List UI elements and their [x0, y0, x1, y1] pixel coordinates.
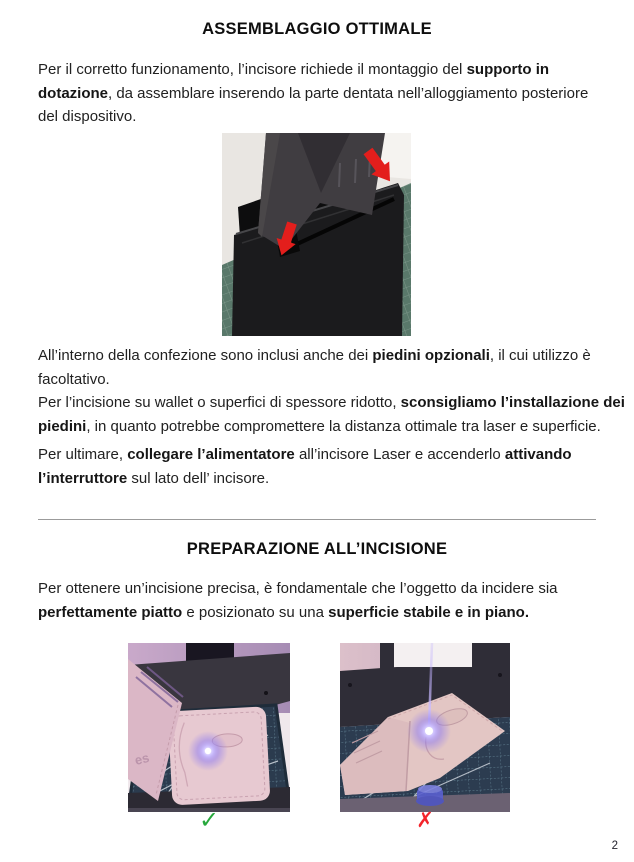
text-line: piedini, in quanto potrebbe compromettere la distanza ottimale tra laser e superficie. — [38, 417, 601, 435]
wrong-placement-photo — [340, 643, 510, 812]
cross-icon: ✗ — [416, 808, 434, 832]
embossed-label: es — [133, 749, 151, 768]
correct-mark-container — [128, 806, 290, 836]
text-line: del dispositivo. — [38, 108, 137, 125]
section-title-preparation: PREPARAZIONE ALL’INCISIONE — [186, 540, 448, 558]
wrong-mark-container — [340, 806, 510, 836]
optional-foot — [416, 785, 444, 806]
paragraph-assembly-intro — [38, 58, 610, 129]
text-line: All’interno della confezione sono inclusi anche dei piedini opzionali, il cui utilizzo è — [38, 347, 591, 364]
wrong-placement-graphic — [340, 643, 510, 812]
check-icon: ✓ — [198, 806, 220, 834]
text-line: Per ottenere un’incisione precisa, è fondamentale che l’oggetto da incidere sia — [38, 580, 558, 597]
assembly-photo — [222, 133, 411, 336]
page-number: 2 — [611, 840, 618, 852]
text-line: Per ultimare, collegare l’alimentatore all’incisore Laser e accenderlo attivando — [38, 446, 572, 463]
text-line: perfettamente piatto e posizionato su una superficie stabile e in piano. — [38, 603, 530, 621]
text-line: Per l’incisione su wallet o superfici di spessore ridotto, sconsigliamo l’installazione dei — [38, 394, 625, 411]
section-title-assembly: ASSEMBLAGGIO OTTIMALE — [202, 20, 432, 38]
text-line: facoltativo. — [38, 370, 110, 388]
correct-placement-graphic — [128, 643, 290, 812]
paragraph-feet-optional — [38, 344, 625, 438]
text-line: l’interruttore sul lato dell’ incisore. — [38, 469, 270, 487]
text-line: dotazione, da assemblare inserendo la parte dentata nell’alloggiamento posteriore — [38, 84, 589, 102]
paragraph-power-on — [38, 443, 610, 490]
paragraph-preparation-intro — [38, 577, 610, 624]
text-line: Per il corretto funzionamento, l’incisore richiede il montaggio del supporto in — [38, 61, 550, 78]
correct-placement-photo — [128, 643, 290, 812]
section-divider — [38, 519, 596, 520]
assembly-photo-graphic — [222, 133, 411, 336]
